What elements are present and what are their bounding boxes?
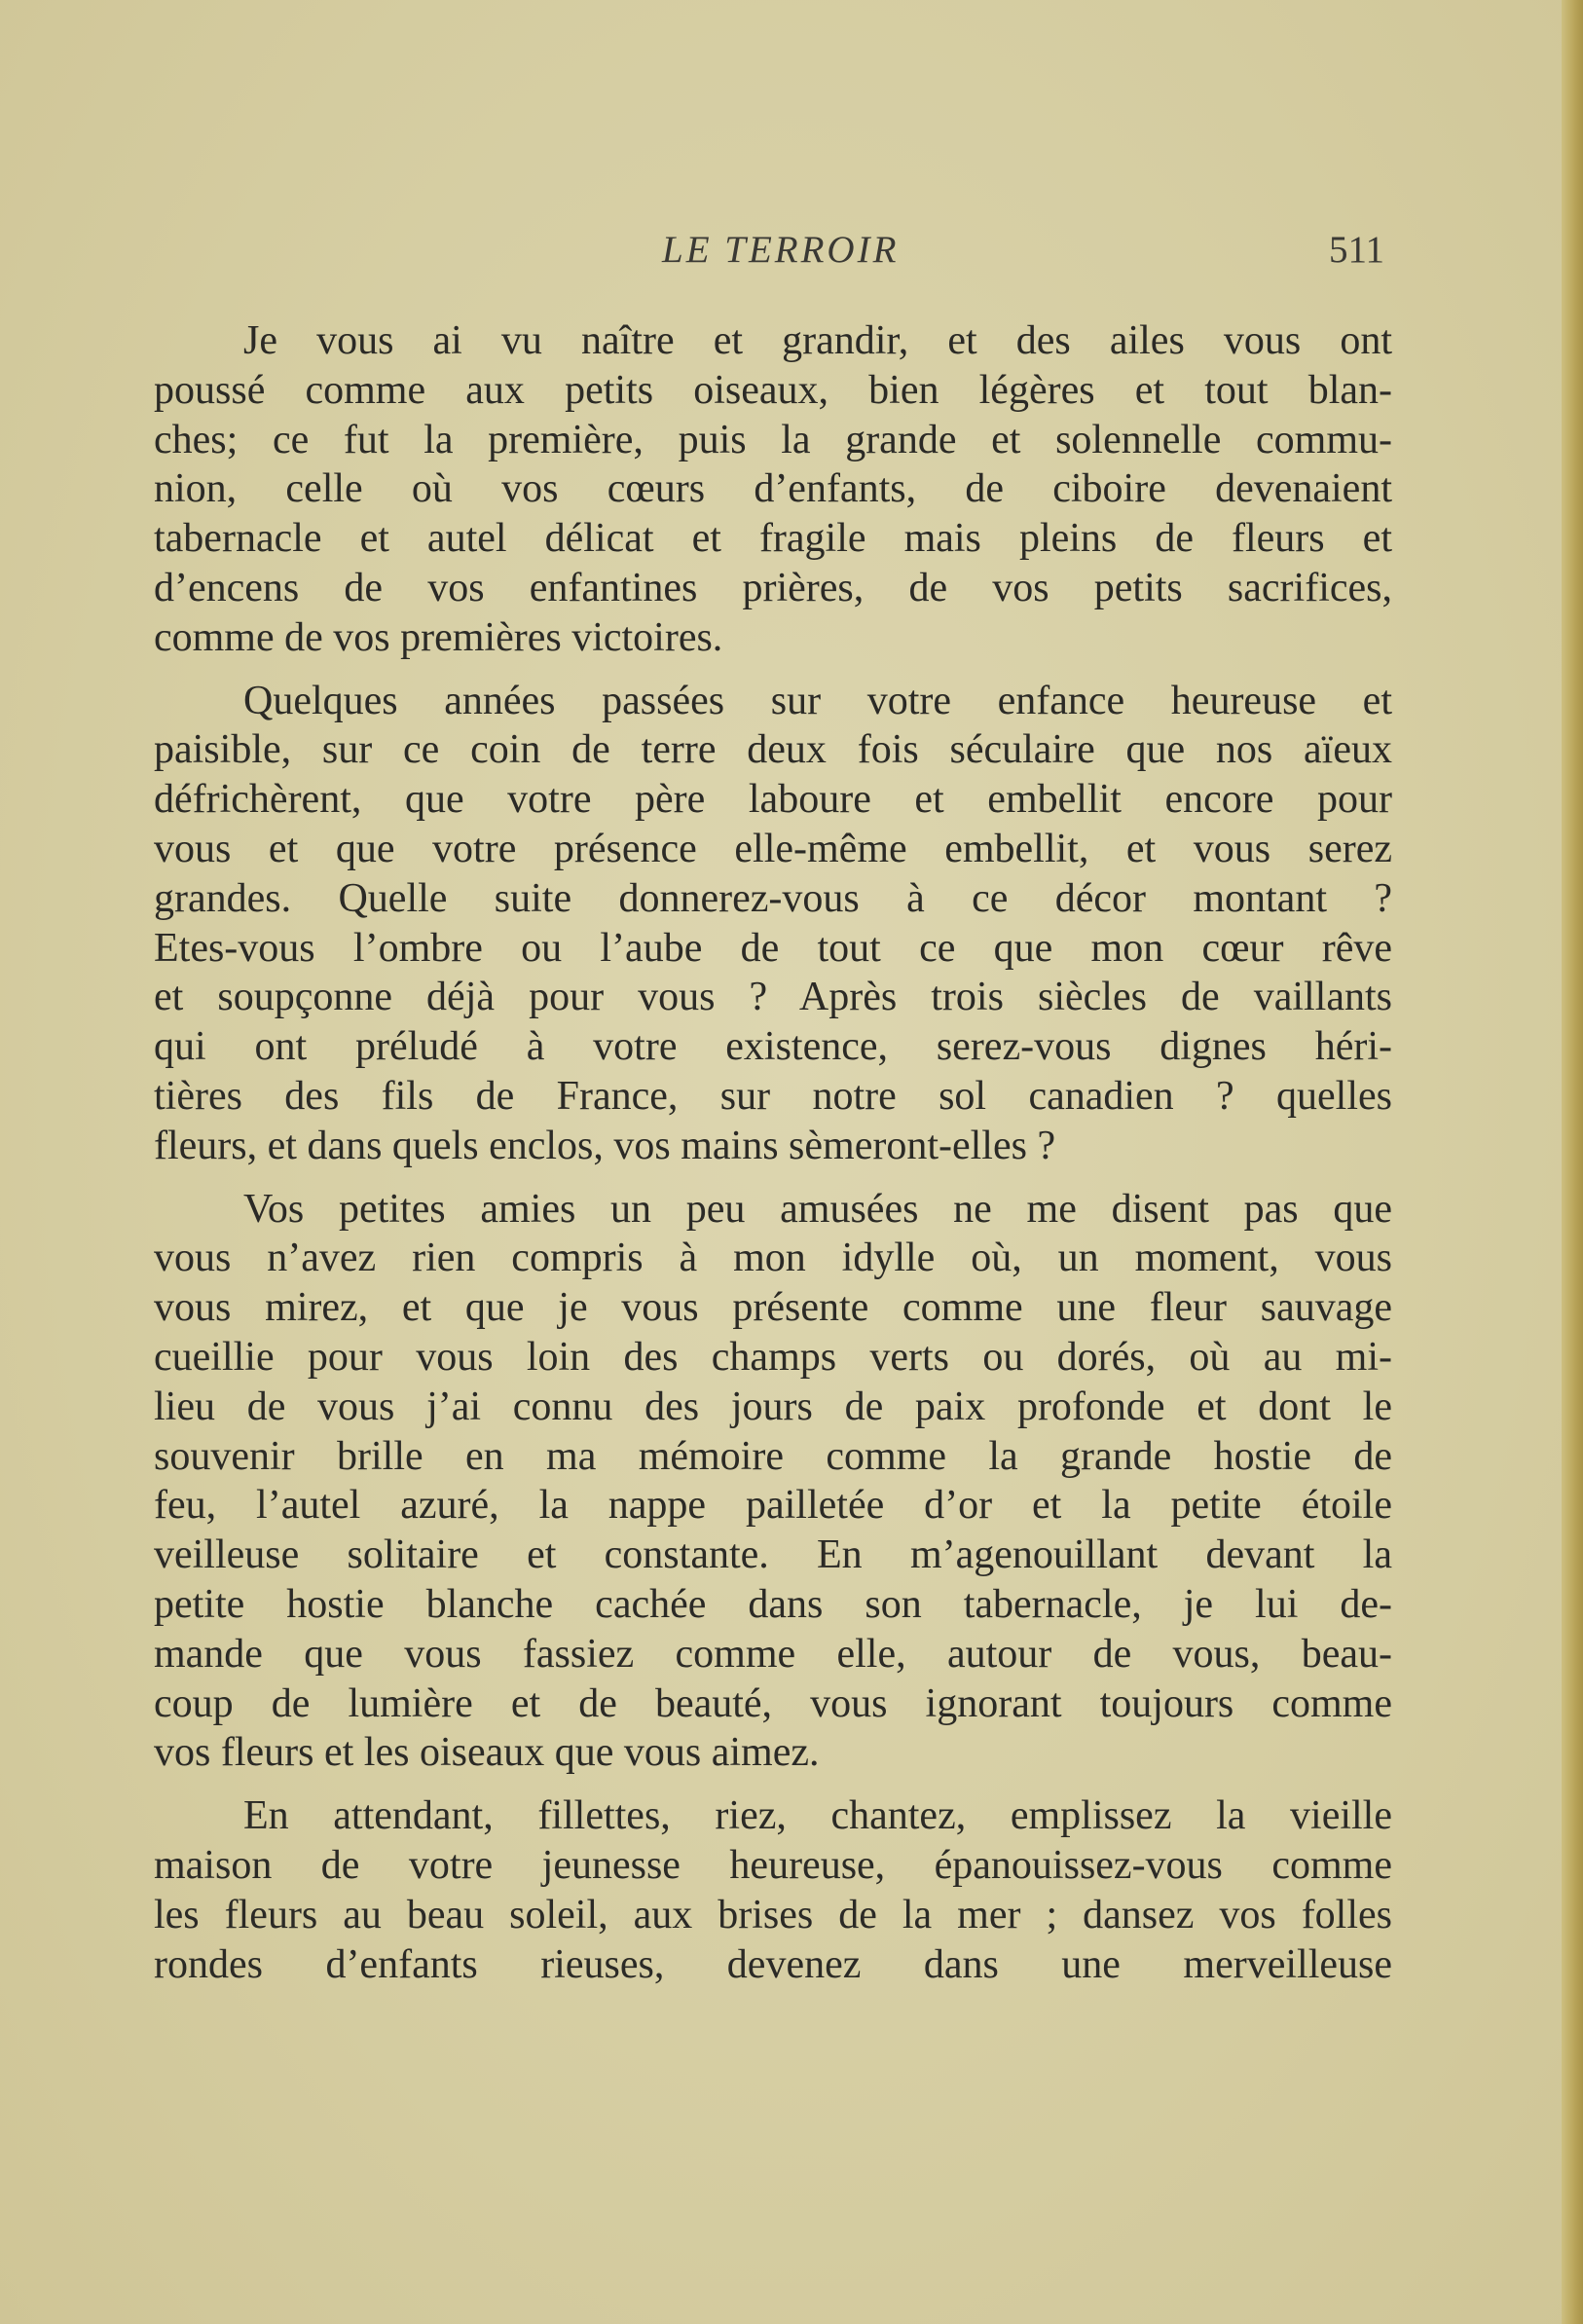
text-line: grandes. Quelle suite donnerez-vous à ce décor montant ? bbox=[154, 875, 1392, 921]
text-line: maison de votre jeunesse heureuse, épanouissez-vous comme bbox=[154, 1842, 1392, 1888]
page-edge bbox=[1562, 0, 1583, 2324]
body-text bbox=[154, 316, 1392, 2003]
text-line: vous n’avez rien compris à mon idylle où, un moment, vous bbox=[154, 1236, 1392, 1281]
text-line: vos fleurs et les oiseaux que vous aimez. bbox=[154, 1730, 820, 1776]
running-title: LE TERROIR bbox=[662, 229, 900, 271]
text-line: feu, l’autel azuré, la nappe pailletée d’or et la petite étoile bbox=[154, 1483, 1392, 1529]
text-line: vous et que votre présence elle-même embellit, et vous serez bbox=[154, 826, 1392, 871]
text-line: qui ont préludé à votre existence, serez-vous dignes héri- bbox=[154, 1024, 1392, 1070]
paragraph-4 bbox=[154, 1791, 1392, 1989]
running-head bbox=[156, 228, 1384, 286]
paragraph-1 bbox=[154, 316, 1392, 663]
text-line: ches; ce fut la première, puis la grande et solennelle commu- bbox=[154, 417, 1392, 462]
text-line: comme de vos premières victoires. bbox=[154, 614, 723, 660]
text-line: vous mirez, et que je vous présente comme une fleur sauvage bbox=[154, 1285, 1392, 1331]
text-line: Etes-vous l’ombre ou l’aube de tout ce que mon cœur rêve bbox=[154, 925, 1392, 971]
text-line: souvenir brille en ma mémoire comme la grande hostie de bbox=[154, 1433, 1392, 1479]
text-line: rondes d’enfants rieuses, devenez dans une merveilleuse bbox=[154, 1941, 1392, 1987]
text-line: veilleuse solitaire et constante. En m’agenouillant devant la bbox=[154, 1532, 1392, 1578]
paragraph-2 bbox=[154, 677, 1392, 1171]
text-line: paisible, sur ce coin de terre deux fois séculaire que nos aïeux bbox=[154, 727, 1392, 773]
text-line: et soupçonne déjà pour vous ? Après trois siècles de vaillants bbox=[154, 975, 1392, 1020]
text-line: mande que vous fassiez comme elle, autour de vous, beau- bbox=[154, 1631, 1392, 1677]
text-line: fleurs, et dans quels enclos, vos mains sèmeront-elles ? bbox=[154, 1123, 1056, 1168]
paragraph-3 bbox=[154, 1185, 1392, 1779]
text-line: nion, celle où vos cœurs d’enfants, de ciboire devenaient bbox=[154, 466, 1392, 512]
text-line: coup de lumière et de beauté, vous ignorant toujours comme bbox=[154, 1680, 1392, 1726]
text-line: Vos petites amies un peu amusées ne me disent pas que bbox=[243, 1186, 1392, 1232]
text-line: petite hostie blanche cachée dans son tabernacle, je lui de- bbox=[154, 1581, 1392, 1627]
text-line: d’encens de vos enfantines prières, de vos petits sacrifices, bbox=[154, 565, 1392, 610]
text-line: En attendant, fillettes, riez, chantez, emplissez la vieille bbox=[243, 1793, 1392, 1839]
text-line: Quelques années passées sur votre enfance heureuse et bbox=[243, 678, 1392, 723]
text-line: cueillie pour vous loin des champs verts ou dorés, où au mi- bbox=[154, 1334, 1392, 1380]
text-line: les fleurs au beau soleil, aux brises de la mer ; dansez vos folles bbox=[154, 1892, 1392, 1937]
text-line: tabernacle et autel délicat et fragile mais pleins de fleurs et bbox=[154, 516, 1392, 562]
text-line: Je vous ai vu naître et grandir, et des ailes vous ont bbox=[243, 318, 1392, 363]
text-line: tières des fils de France, sur notre sol canadien ? quelles bbox=[154, 1073, 1392, 1119]
text-line: poussé comme aux petits oiseaux, bien légères et tout blan- bbox=[154, 367, 1392, 413]
text-line: lieu de vous j’ai connu des jours de paix profonde et dont le bbox=[154, 1383, 1392, 1429]
page-number: 511 bbox=[1328, 229, 1384, 271]
text-line: défrichèrent, que votre père laboure et embellit encore pour bbox=[154, 777, 1392, 823]
